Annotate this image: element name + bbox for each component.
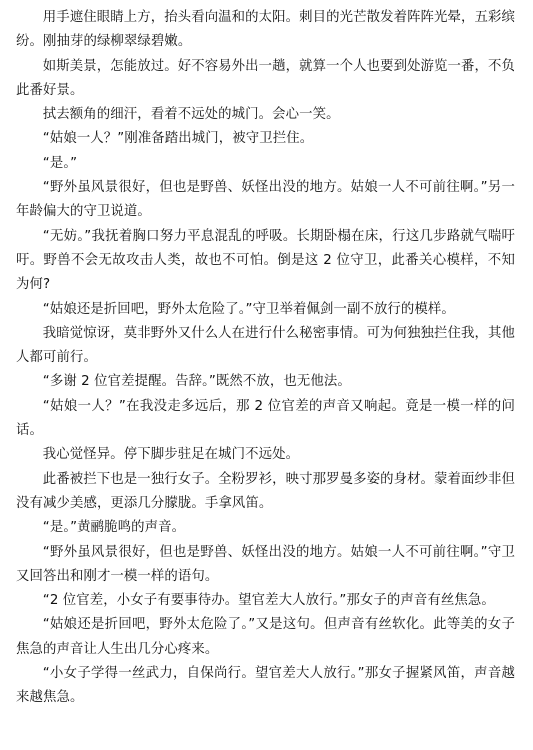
- paragraph: “姑娘还是折回吧，野外太危险了。”守卫举着佩剑一副不放行的模样。: [42, 301, 455, 317]
- paragraph: 拭去额角的细汗，看着不远处的城门。会心一笑。: [42, 107, 340, 123]
- paragraph: “多谢 2 位官差提醒。告辞。”既然不放，也无他法。: [42, 374, 351, 390]
- paragraph: “野外虽风景很好，但也是野兽、妖怪出没的地方。姑娘一人不可前往啊。”守卫又回答出和刚才一模一样的语句。: [16, 544, 515, 584]
- paragraph: “姑娘一人？”在我没走多远后，那 2 位官差的声音又响起。竟是一模一样的问话。: [16, 398, 515, 439]
- paragraph: 用手遮住眼睛上方，抬头看向温和的太阳。刺目的光芒散发着阵阵光晕，五彩缤纷。刚抽芽的绿柳翠绿碧嫩。: [16, 10, 515, 50]
- paragraph: 我暗觉惊讶，莫非野外又什么人在进行什么秘密事情。可为何独独拦住我，其他人都可前行。: [16, 325, 515, 366]
- paragraph: “姑娘还是折回吧，野外太危险了。”又是这句。但声音有丝软化。此等美的女子焦急的声音让人生出几分心疼来。: [16, 617, 515, 657]
- paragraph: 此番被拦下也是一独行女子。全粉罗衫，映寸那罗曼多姿的身材。蒙着面纱非但没有减少美感，更添几分朦胧。手拿风笛。: [16, 471, 515, 511]
- paragraph: “小女子学得一丝武力，自保尚行。望官差大人放行。”那女子握紧风笛，声音越来越焦急。: [16, 666, 515, 706]
- paragraph: “无妨。”我抚着胸口努力平息混乱的呼吸。长期卧榻在床，行这几步路就气喘吁吁。野兽不会无故攻击人类，故也不可怕。倒是这 2 位守卫，此番关心模样，不知为何?: [16, 228, 515, 293]
- paragraph: “是。”: [42, 155, 78, 171]
- paragraph: 如斯美景，怎能放过。好不容易外出一趟，就算一个人也要到处游览一番，不负此番好景。: [16, 58, 515, 98]
- paragraph: “2 位官差，小女子有要事待办。望官差大人放行。”那女子的声音有丝焦急。: [42, 593, 495, 609]
- paragraph: “姑娘一人？”刚准备踏出城门，被守卫拦住。: [42, 131, 314, 147]
- paragraph: “是。”黄鹂脆鸣的声音。: [42, 520, 186, 536]
- paragraph: 我心觉怪异。停下脚步驻足在城门不远处。: [42, 447, 300, 463]
- paragraph: “野外虽风景很好，但也是野兽、妖怪出没的地方。姑娘一人不可前往啊。”另一年龄偏大的守卫说道。: [16, 180, 515, 220]
